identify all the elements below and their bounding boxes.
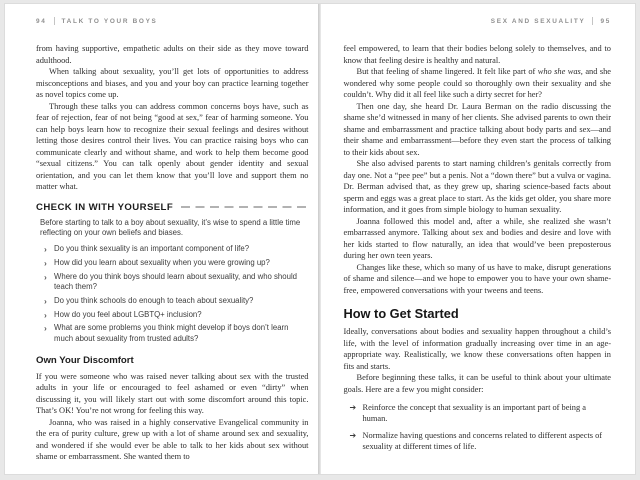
dashed-rule <box>181 206 308 208</box>
left-page <box>5 4 318 474</box>
discomfort-paragraphs <box>36 371 308 463</box>
how-to-get-started-heading: How to Get Started <box>343 306 459 321</box>
paragraph <box>343 262 611 297</box>
text-run: Changes like these, which so many of us have to make, disrupt generations of shame and silence—and we hope to empower you to have your own shame-free, empowered conversations with your tweens and teens. <box>343 262 611 295</box>
paragraph <box>36 371 308 417</box>
bullet-arrow-icon: › <box>44 244 47 255</box>
paragraph <box>343 216 611 262</box>
bullet-item <box>44 296 308 306</box>
paragraph <box>343 66 611 101</box>
left-body-text <box>36 43 308 193</box>
text-run: feel empowered, to learn that their bodies belong solely to themselves, and to know that feeling desire is healthy and natural. <box>343 44 611 65</box>
paragraph <box>36 66 308 101</box>
get-started-paragraphs <box>343 326 611 395</box>
right-page <box>321 4 635 474</box>
left-running-header <box>36 16 308 26</box>
paragraph <box>36 43 308 66</box>
paragraph <box>343 326 611 372</box>
bullet-text: Where do you think boys should learn about sexuality, and who should teach them? <box>54 271 298 291</box>
text-run: Joanna followed this model and, after a while, she realized she wasn’t embarrassed anymore. Talking about sex and bodies and desire and love with her kids started to flow naturally, an idea that would’ve been preposterous during her own teen years. <box>343 216 611 260</box>
check-in-heading: CHECK IN WITH YOURSELF <box>36 201 174 213</box>
paragraph <box>343 372 611 395</box>
bullet-text: Do you think schools do enough to teach about sexuality? <box>54 295 254 305</box>
header-divider <box>54 17 55 25</box>
bullet-arrow-icon: › <box>44 295 47 306</box>
text-run: But that feeling of shame lingered. It felt like part of <box>356 67 538 76</box>
text-run: Before beginning these talks, it can be useful to think about your ultimate goals. Here are a few you might consider: <box>343 373 611 394</box>
bullet-item <box>44 244 308 254</box>
text-run: If you were someone who was raised never talking about sex with the trusted adults in your life or encouraged to feel ashamed or even “dirty” when discussing it, you will likely start out with some discomfort around this topic. That’s OK! You’re not wrong for feeling this way. <box>36 371 309 416</box>
goal-list <box>343 402 611 452</box>
own-your-discomfort-heading: Own Your Discomfort <box>36 354 134 366</box>
paragraph <box>36 417 308 463</box>
bullet-arrow-icon: › <box>44 271 47 282</box>
bullet-item <box>44 258 308 268</box>
bullet-text: Reinforce the concept that sexuality is an important part of being a human. <box>362 403 586 424</box>
bullet-item <box>44 323 308 344</box>
left-running-title: TALK TO YOUR BOYS <box>61 17 158 25</box>
text-run: from having supportive, empathetic adults on their side as they move toward adulthood. <box>36 44 309 65</box>
paragraph <box>343 43 611 66</box>
text-run: When talking about sexuality, you’ll get lots of opportunities to address misconceptions and biases, and you and your boy can practice learning together as novel topics come up. <box>36 67 309 99</box>
paragraph <box>36 101 308 193</box>
paragraph <box>343 158 611 216</box>
paragraph <box>343 101 611 159</box>
bullet-arrow-icon: › <box>44 323 47 334</box>
text-run: Through these talks you can address common concerns boys have, such as fear of rejection, fear of not being “good at sex,” fear of harming someone. You can help boys learn how to recognize their sexual feelings and desires without letting those desires control their lives. You can practice raising boys who can communicate clearly and without shame, and work to help them become good “sexual citizens.” You can talk openly about gender identity and sexual orientation, and you can let them know that you’ll love and support them no matter what. <box>36 101 309 191</box>
open-book-spread <box>4 3 636 475</box>
check-in-question-list <box>36 244 308 344</box>
italic-text: who she was <box>537 67 581 76</box>
right-running-title: SEX AND SEXUALITY <box>490 17 586 25</box>
text-run: Ideally, conversations about bodies and sexuality happen throughout a child’s life, with the level of information gradually increasing over time in an age-appropriate way. Realistically, we know these conversations often happen in fits and starts. <box>343 327 611 371</box>
right-page-number: 95 <box>600 17 611 25</box>
text-run: Joanna, who was raised in a highly conservative Evangelical community in the era of purity culture, grew up with a lot of shame around sex and sexuality, and wondered if she would ever be able to talk to her kids about sex without shame or embarrassment. She wanted them to <box>36 417 309 462</box>
right-running-header <box>343 16 611 26</box>
bullet-arrow-icon: ➔ <box>349 403 357 412</box>
bullet-arrow-icon: ➔ <box>349 430 357 440</box>
check-in-intro: Before starting to talk to a boy about sexuality, it’s wise to spend a little time reflecting on your own beliefs and biases. <box>40 217 301 237</box>
text-run: She also advised parents to start naming children’s genitals correctly from day one. Not a “pee pee” but a penis. Not a “down there” but a vulva or vagina. Dr. Berman advised that, as they grew up, sharing science-based facts about sperm and eggs was a great place to start. As the kids get older, you share more information, and it goes from simple biology to human sexuality. <box>343 159 611 214</box>
header-divider <box>592 17 593 25</box>
text-run: , and she wondered why some people could so thoroughly own their sexuality and she couldn’t. Why did it all feel like such a dirty secret for her? <box>343 67 611 99</box>
check-in-section <box>36 202 308 463</box>
bullet-item <box>349 402 611 425</box>
check-in-heading-row <box>36 202 308 213</box>
bullet-text: Normalize having questions and concerns related to different aspects of sexuality at different times of life. <box>362 430 603 451</box>
bullet-text: How do you feel about LGBTQ+ inclusion? <box>54 309 202 319</box>
bullet-item <box>349 430 611 453</box>
bullet-item <box>44 272 308 293</box>
right-body-text <box>343 43 611 296</box>
bullet-text: Do you think sexuality is an important component of life? <box>54 244 250 254</box>
bullet-text: How did you learn about sexuality when you were growing up? <box>54 257 270 267</box>
bullet-arrow-icon: › <box>44 309 47 320</box>
bullet-text: What are some problems you think might develop if boys don’t learn much about sexuality from trusted adults? <box>54 323 289 343</box>
text-run: Then one day, she heard Dr. Laura Berman on the radio discussing the shame she’d witnessed in many of her clients. She advised parents to own their shame and embarrassment and practice talking about body parts and sex—and their shame and embarrassment—before they even start the process of talking to their kids about sex. <box>343 101 611 157</box>
bullet-arrow-icon: › <box>44 257 47 268</box>
left-page-number: 94 <box>36 17 47 25</box>
bullet-item <box>44 310 308 320</box>
